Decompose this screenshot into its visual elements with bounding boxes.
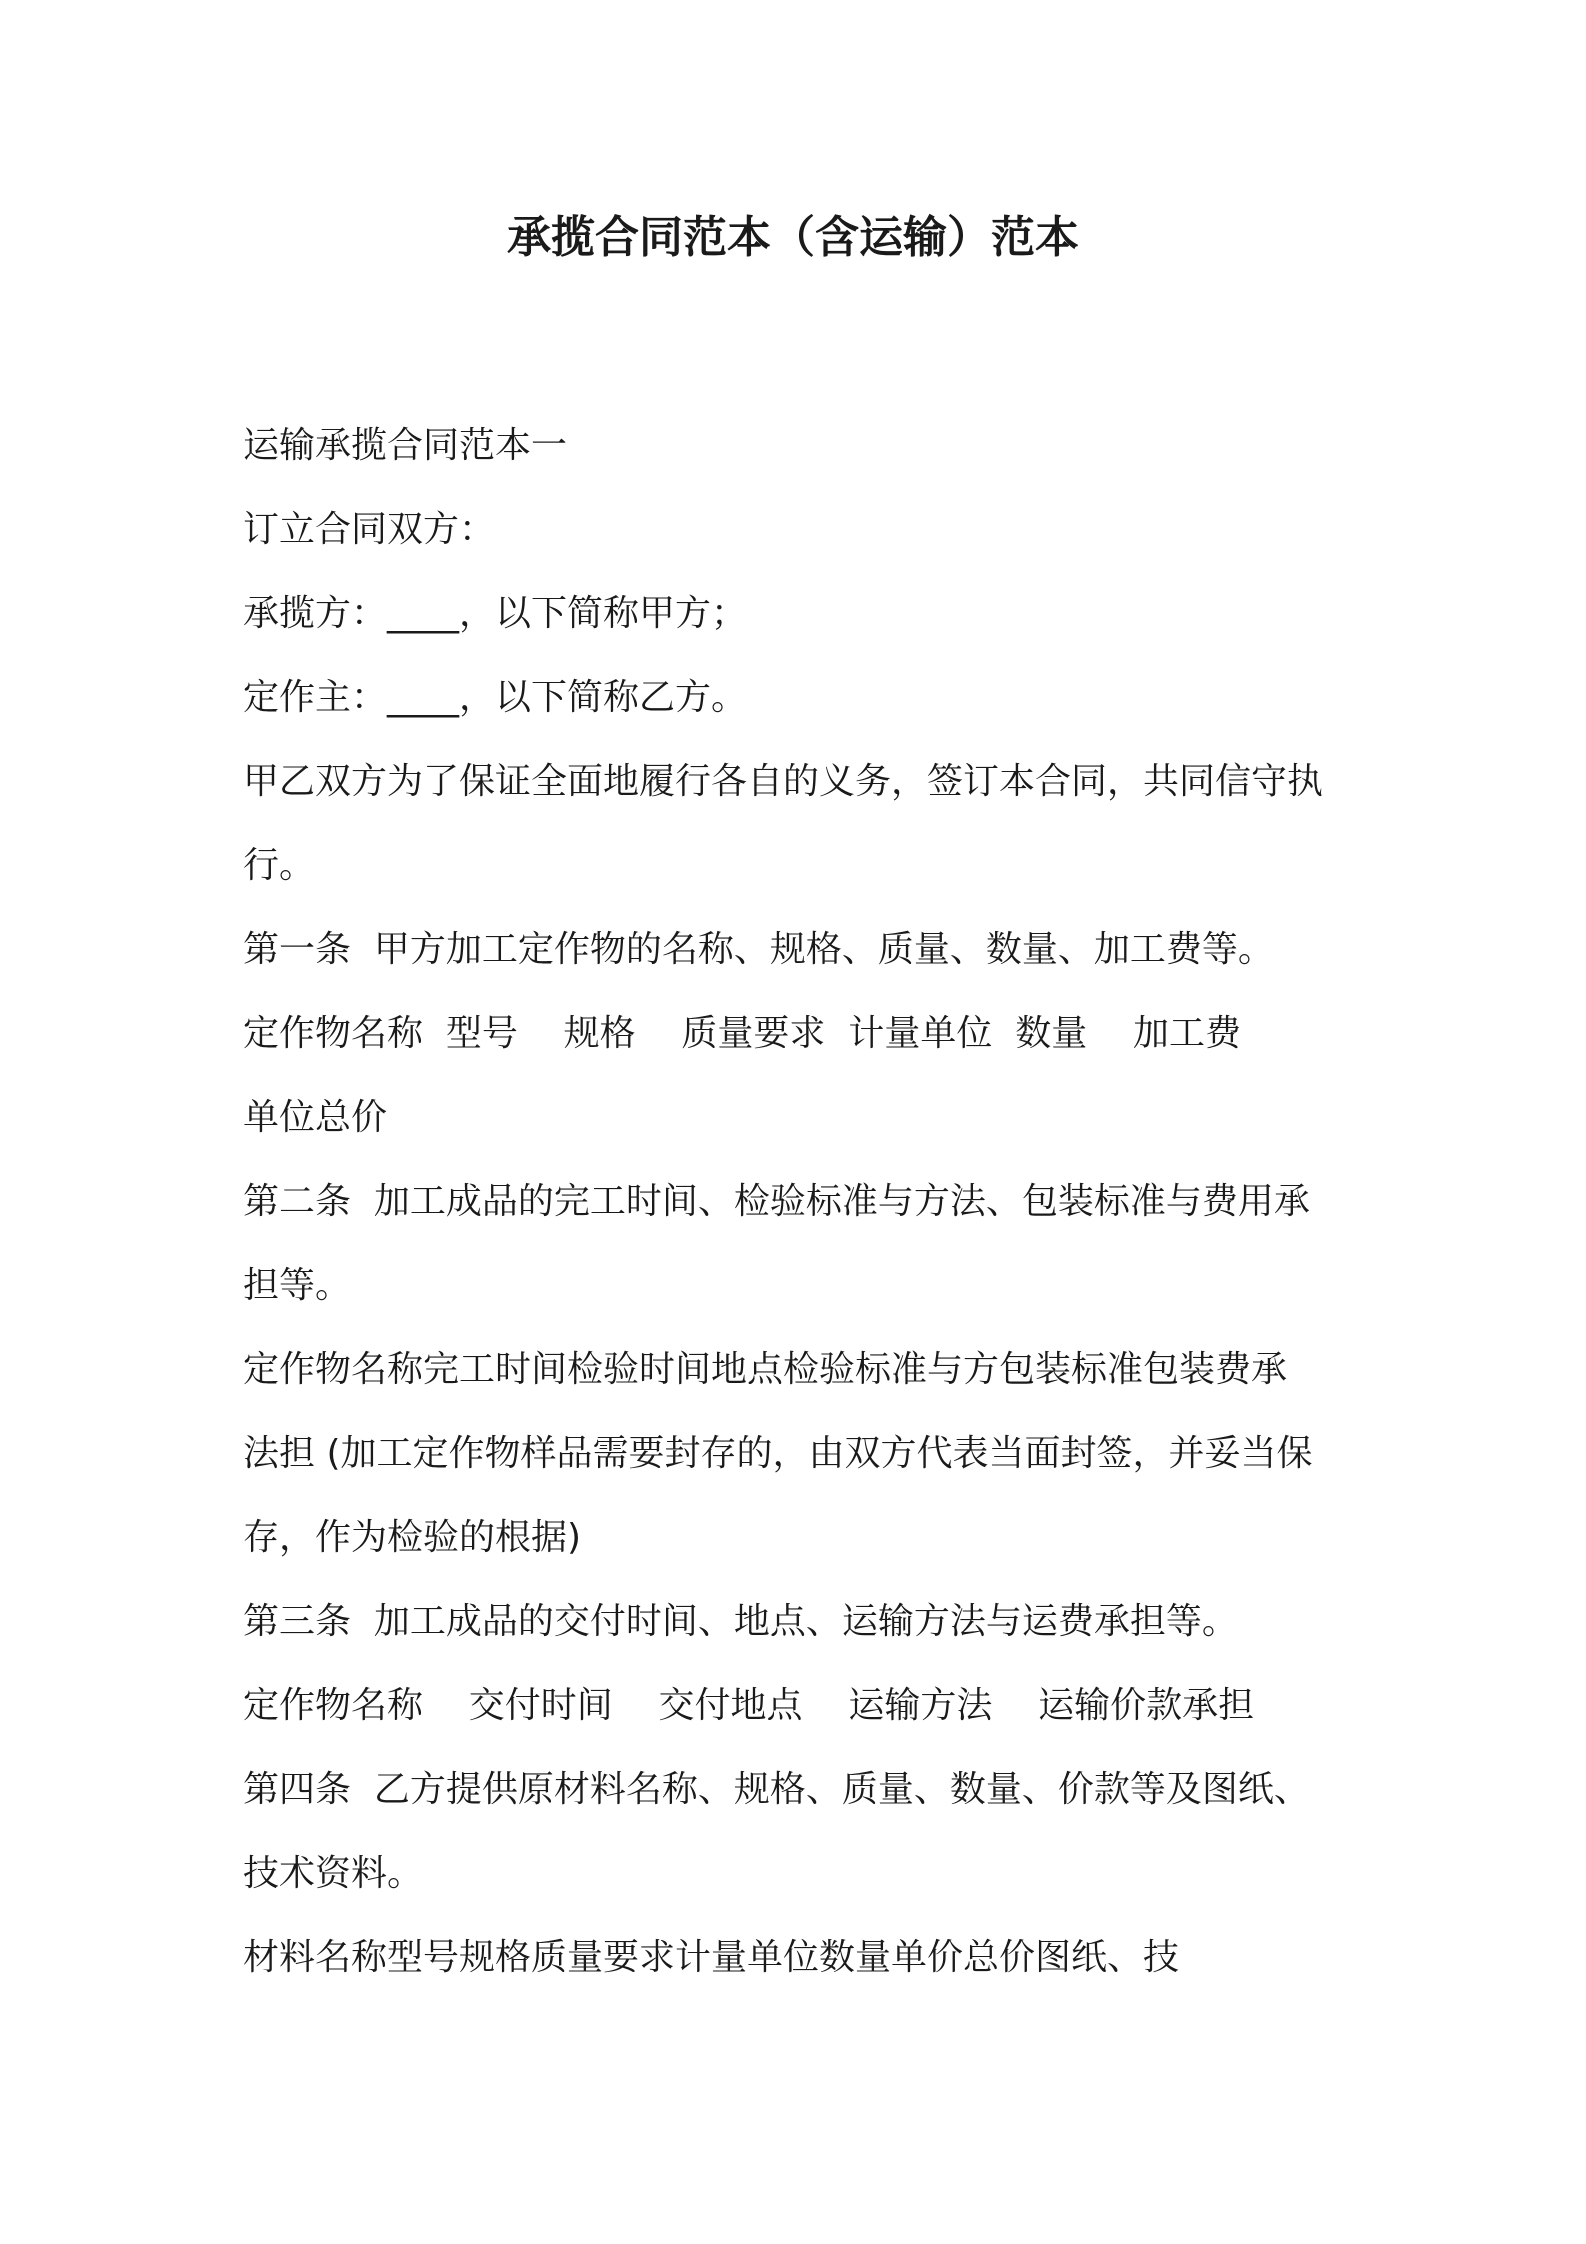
body-line: 甲乙双方为了保证全面地履行各自的义务，签订本合同，共同信守执 bbox=[243, 761, 1324, 802]
body-line: 第二条 加工成品的完工时间、检验标准与方法、包装标准与费用承 bbox=[243, 1181, 1310, 1222]
body-line: 定作物名称完工时间检验时间地点检验标准与方包装标准包装费承 bbox=[243, 1349, 1288, 1390]
body-line: 定作物名称 交付时间 交付地点 运输方法 运输价款承担 bbox=[243, 1685, 1255, 1726]
body-line: 行。 bbox=[243, 845, 316, 886]
body-line: 单位总价 bbox=[243, 1097, 388, 1138]
document-title: 承揽合同范本（含运输）范本 bbox=[507, 212, 1079, 263]
body-line: 存，作为检验的根据) bbox=[243, 1517, 582, 1558]
body-line: 第一条 甲方加工定作物的名称、规格、质量、数量、加工费等。 bbox=[243, 929, 1274, 970]
body-line: 技术资料。 bbox=[243, 1853, 424, 1894]
body-line: 订立合同双方： bbox=[243, 509, 496, 550]
body-line: 材料名称型号规格质量要求计量单位数量单价总价图纸、技 bbox=[243, 1937, 1180, 1978]
body-line: 第三条 加工成品的交付时间、地点、运输方法与运费承担等。 bbox=[243, 1601, 1238, 1642]
body-line: 定作主：____，以下简称乙方。 bbox=[243, 677, 748, 718]
body-line: 第四条 乙方提供原材料名称、规格、质量、数量、价款等及图纸、 bbox=[243, 1769, 1310, 1810]
body-line: 运输承揽合同范本一 bbox=[243, 425, 568, 466]
document-body bbox=[243, 404, 1363, 2000]
body-line: 定作物名称 型号 规格 质量要求 计量单位 数量 加工费 bbox=[243, 1013, 1241, 1054]
body-line: 法担 (加工定作物样品需要封存的，由双方代表当面封签，并妥当保 bbox=[243, 1433, 1313, 1474]
body-line: 承揽方：____，以下简称甲方； bbox=[243, 593, 748, 634]
body-line: 担等。 bbox=[243, 1265, 352, 1306]
